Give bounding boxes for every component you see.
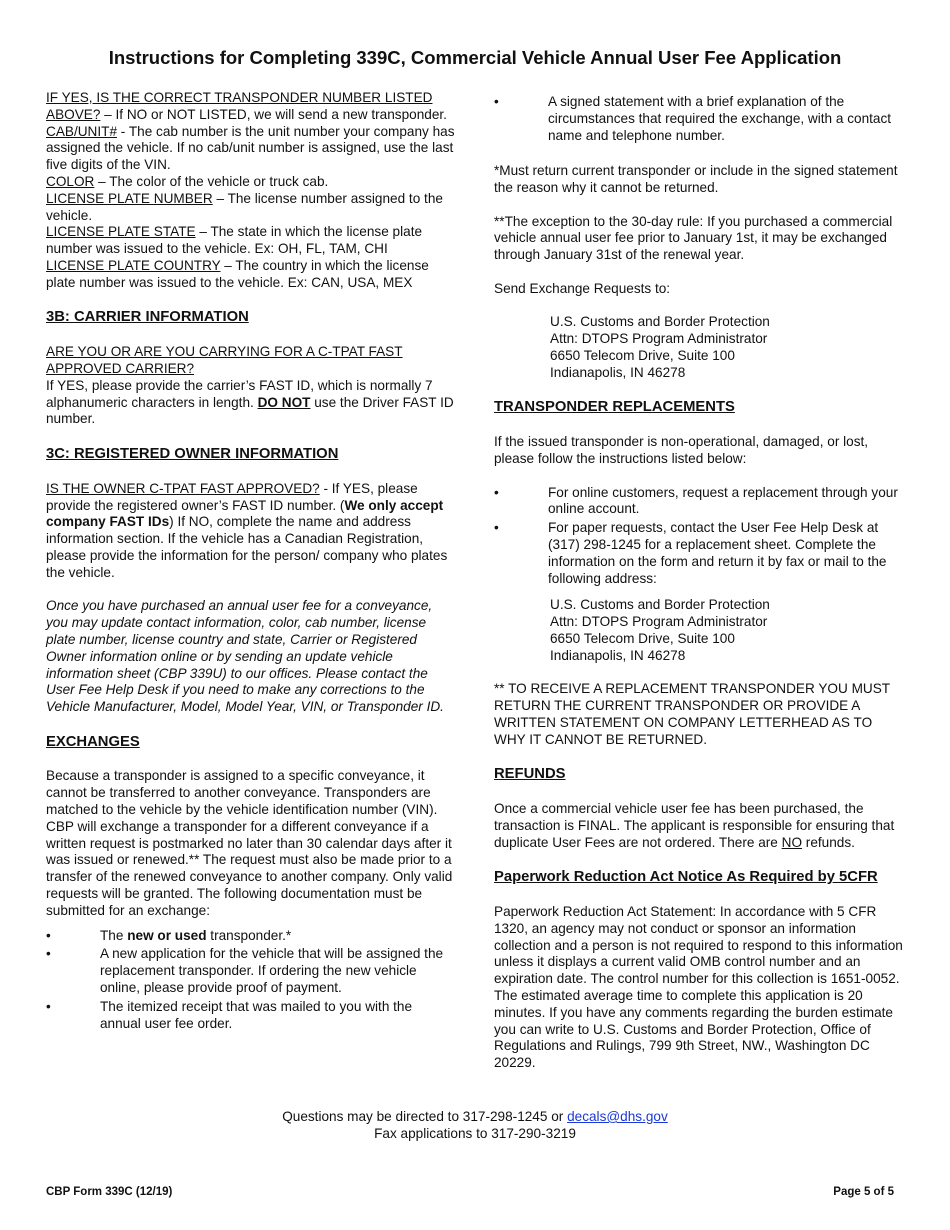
bullet-icon: • [494, 94, 499, 109]
cab-text: - The cab number is the unit number your company has assigned the vehicle. If no cab/unit number is assigned, use the last five digits of the VIN. [46, 123, 455, 173]
cab-paragraph [46, 124, 456, 174]
spacer [494, 298, 906, 315]
spacer [46, 752, 456, 769]
bullet-bold: new or used [127, 927, 207, 943]
spacer [494, 264, 906, 281]
spacer [46, 582, 456, 599]
italic-note-text: Once you have purchased an annual user fee for a conveyance, you may update contact information, color, cab number, license plate number, license country and state, Carrier or Registered Owner information online or by sending an update vehicle information sheet (CBP 339U) to our offices. Please contact the User Fee Help Desk if you need to make any corrections to the Vehicle Manufacturer, Model, Model Year, VIN, or Transponder ID. [46, 598, 444, 715]
address-line: 6650 Telecom Drive, Suite 100 [550, 630, 735, 646]
cab-label: CAB/UNIT# [46, 123, 118, 139]
spacer [46, 920, 456, 928]
refunds-no: NO [781, 834, 803, 850]
bullet-icon: • [494, 484, 499, 500]
section-3c-heading: 3C: REGISTERED OWNER INFORMATION [46, 445, 339, 462]
questions-text: Questions may be directed to 317-298-1245 or [282, 1109, 568, 1124]
exchange-requirements-list [46, 928, 456, 1033]
right-column [494, 94, 906, 1072]
replacement-caps-note: ** TO RECEIVE A REPLACEMENT TRANSPONDER YOU MUST RETURN THE CURRENT TRANSPONDER OR PROVIDE A WRITTEN STATEMENT ON COMPANY LETTERHEAD AS TO WHY IT CANNOT BE RETURNED. [494, 681, 890, 747]
paperwork-text: Paperwork Reduction Act Statement: In accordance with 5 CFR 1320, an agency may not conduct or sponsor an information collection and a person is not required to respond to this information unless it displays a current valid OMB control number and an expiration date. The control number for this collection is 1651-0052. The estimated average time to complete this application is 20 minutes. If you have any comments regarding the burden estimate you can write to U.S. Customs and Border Protection, Office of Regulations and Rulings, 799 9th Street, NW., Washington DC 20229. [494, 904, 903, 1071]
questions-line [0, 1108, 950, 1125]
address-line: Attn: DTOPS Program Administrator [550, 331, 768, 347]
carrier-answer-end: use the Driver FAST ID number. [46, 394, 454, 427]
owner-answer-text: - If YES, please provide the registered owner’s FAST ID number. ( [46, 480, 418, 513]
paperwork-heading: Paperwork Reduction Act Notice As Required by 5CFR [494, 869, 878, 886]
bullet-text: The itemized receipt that was mailed to you with the annual user fee order. [100, 998, 413, 1031]
replacement-list [494, 485, 906, 588]
send-to-label: Send Exchange Requests to: [494, 280, 671, 296]
email-link[interactable]: decals@dhs.gov [567, 1109, 668, 1124]
form-id: CBP Form 339C (12/19) [46, 1186, 173, 1198]
address-line: Indianapolis, IN 46278 [550, 364, 686, 380]
color-label: COLOR [46, 173, 95, 189]
do-not-emphasis: DO NOT [257, 394, 311, 410]
refunds-text: Once a commercial vehicle user fee has been purchased, the transaction is FINAL. The applicant is responsible for ensuring that duplicate User Fees are not ordered. There are [494, 801, 895, 850]
address-line: Indianapolis, IN 46278 [550, 647, 686, 663]
plate-state-text: – The state in which the license plate number was issued to the vehicle. Ex: OH, FL, TAM, CHI [46, 224, 423, 257]
bullet-icon: • [46, 998, 51, 1014]
fax-line: Fax applications to 317-290-3219 [374, 1126, 576, 1141]
page-title: Instructions for Completing 339C, Commercial Vehicle Annual User Fee Application [108, 47, 842, 68]
left-column [46, 90, 456, 1034]
carrier-question: ARE YOU OR ARE YOU CARRYING FOR A C-TPAT FAST APPROVED CARRIER? [46, 344, 403, 376]
plate-country-paragraph [46, 258, 456, 292]
bullet-text: For online customers, request a replacement through your online account. [548, 484, 898, 517]
carrier-answer [46, 378, 456, 428]
bullet-icon: • [46, 946, 51, 962]
plate-number-paragraph [46, 191, 456, 225]
plate-number-label: LICENSE PLATE NUMBER [46, 190, 213, 206]
spacer [46, 292, 456, 309]
plate-country-label: LICENSE PLATE COUNTRY [46, 257, 221, 273]
plate-state-paragraph [46, 224, 456, 258]
plate-state-label: LICENSE PLATE STATE [46, 224, 196, 240]
owner-answer-end: ) If NO, complete the name and address information section. If the vehicle has a Canadian Registration, please provide the information for the person/ company who plates the vehicle. [46, 514, 448, 580]
plate-number-text: – The license number assigned to the vehicle. [46, 190, 443, 223]
spacer [494, 748, 906, 765]
contact-footer [0, 1108, 950, 1142]
spacer [494, 468, 906, 485]
replacements-heading: TRANSPONDER REPLACEMENTS [494, 399, 735, 416]
transponder-question: IF YES, IS THE CORRECT TRANSPONDER NUMBER LISTED ABOVE? [46, 90, 433, 122]
spacer [494, 589, 906, 597]
replacement-intro: If the issued transponder is non-operational, damaged, or lost, please follow the instructions listed below: [494, 434, 869, 466]
list-item [46, 946, 456, 996]
refunds-heading: REFUNDS [494, 766, 566, 783]
exchanges-text: Because a transponder is assigned to a specific conveyance, it cannot be transferred to another conveyance. Transponders are matched to the vehicle by the vehicle identification number (VIN). CBP will exchange a transponder for a different conveyance if a written request is postmarked no later than 30 calendar days after it was issued or renewed.** The request must also be made prior to a transfer of the renewed conveyance to another company. Only valid requests will be granted. The following documentation must be submitted for an exchange: [46, 768, 453, 918]
spacer [494, 784, 906, 801]
list-item [46, 999, 456, 1033]
address-line: U.S. Customs and Border Protection [550, 314, 770, 330]
spacer [494, 197, 906, 214]
carrier-answer-text: If YES, please provide the carrier’s FAST ID, which is normally 7 alphanumeric characters in length. [46, 377, 433, 410]
address-line: 6650 Telecom Drive, Suite 100 [550, 347, 735, 363]
bullet-icon: • [494, 520, 499, 536]
exchanges-heading: EXCHANGES [46, 733, 140, 750]
spacer [46, 716, 456, 733]
list-item [494, 485, 906, 519]
page-number: Page 5 of 5 [833, 1186, 894, 1198]
refunds-paragraph [494, 801, 906, 851]
spacer [494, 382, 906, 399]
spacer [46, 464, 456, 481]
spacer [494, 887, 906, 904]
address-line: U.S. Customs and Border Protection [550, 597, 770, 613]
bullet-text-end: transponder.* [206, 927, 292, 943]
exchange-requirements-list-continued [494, 94, 906, 144]
exchange-address [494, 314, 906, 381]
must-return-note: *Must return current transponder or include in the signed statement the reason why it cannot be returned. [494, 163, 898, 195]
italic-note [46, 598, 456, 716]
color-paragraph [46, 174, 456, 191]
bullet-icon: • [46, 927, 51, 943]
replacement-address [494, 597, 906, 664]
plate-country-text: – The country in which the license plate number was issued to the vehicle. Ex: CAN, USA, MEX [46, 257, 429, 290]
section-3b-heading: 3B: CARRIER INFORMATION [46, 309, 249, 326]
color-text: – The color of the vehicle or truck cab. [94, 173, 329, 189]
exception-note: **The exception to the 30-day rule: If you purchased a commercial vehicle annual user fee prior to January 1st, it may be exchanged through January 31st of the renewal year. [494, 213, 893, 263]
bullet-text: For paper requests, contact the User Fee Help Desk at (317) 298-1245 for a replacement sheet. Complete the information on the form and return it by fax or mail to the following address: [548, 520, 887, 586]
spacer [494, 851, 906, 868]
spacer [494, 417, 906, 434]
list-item [46, 928, 456, 945]
owner-question: IS THE OWNER C-TPAT FAST APPROVED? [46, 480, 320, 496]
owner-bold-note: We only accept company FAST IDs [46, 497, 444, 530]
spacer [46, 327, 456, 344]
refunds-end: refunds. [802, 834, 855, 850]
owner-paragraph [46, 481, 456, 582]
transponder-paragraph [46, 90, 456, 124]
list-item [494, 520, 906, 587]
address-line: Attn: DTOPS Program Administrator [550, 614, 768, 630]
transponder-answer: – If NO or NOT LISTED, we will send a new transponder. [100, 106, 447, 122]
bullet-text: The [100, 927, 128, 943]
bullet-text: A new application for the vehicle that will be assigned the replacement transponder. If ordering the new vehicle online, please provide proof of payment. [100, 946, 444, 996]
list-item [494, 94, 906, 144]
bullet-text: A signed statement with a brief explanation of the circumstances that required the exchange, with a contact name and telephone number. [548, 94, 892, 143]
spacer [494, 146, 906, 163]
spacer [46, 428, 456, 445]
spacer [494, 665, 906, 682]
